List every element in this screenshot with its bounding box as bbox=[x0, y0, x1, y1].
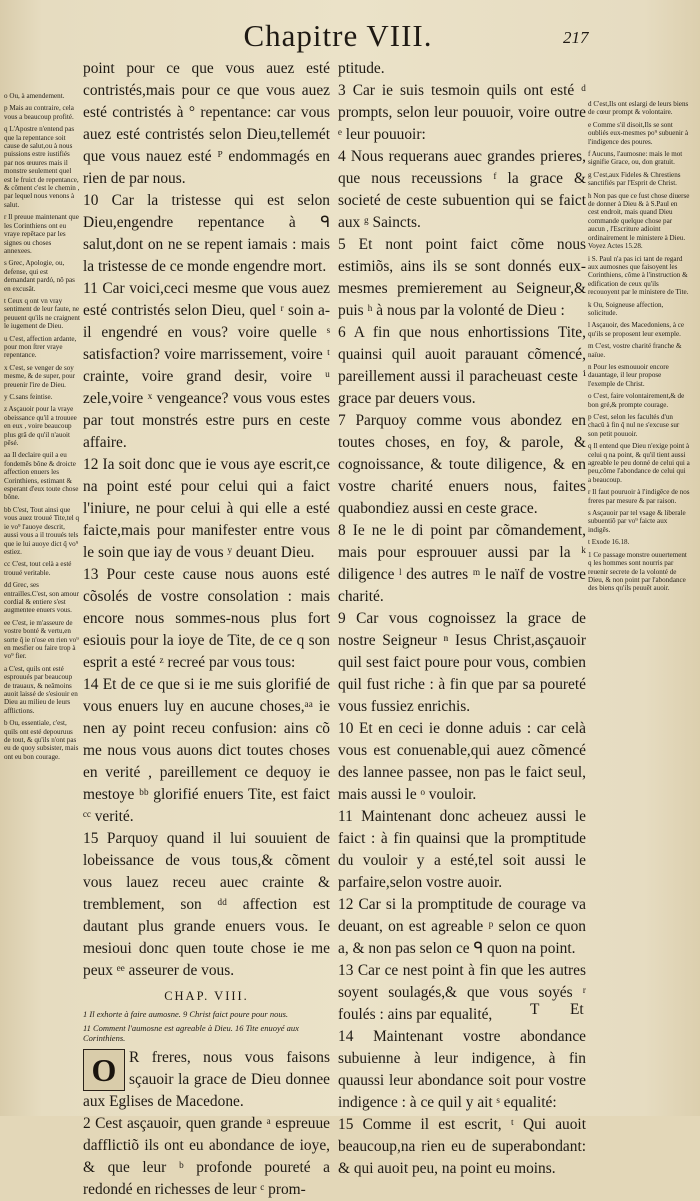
margin-note: t Exode 16.18. bbox=[588, 538, 630, 547]
chapter-heading: CHAP. VIII. bbox=[164, 989, 249, 1003]
margin-note: o Ou, à amendement. bbox=[4, 92, 65, 100]
verse-paragraph: 15 Comme il est escrit, ᵗ Qui auoit beaucoup,na rien eu de superabondant: & qui auoit peu, na point eu moins. bbox=[338, 1116, 586, 1177]
opening-text: R freres, nous vous faisons sçauoir la grace de Dieu donnee aux Eglises de Macedone. bbox=[83, 1049, 330, 1110]
page-number: 217 bbox=[563, 28, 589, 47]
margin-note: dd Grec, ses entrailles.C'est, son amour cordial & entiere s'est augmentee enuers vous. bbox=[4, 581, 79, 615]
verse-paragraph: 11 Car voici,ceci mesme que vous auez esté contristés selon Dieu, quel ʳ soin a-il engendré en vous? voire quelle ˢ satisfaction? voire marrissement, voire ᵗ crainte, voire grand desir, voire ᵘ zele,voire ˣ vengeance? vous vous estes par tout monstrés estre purs en ceste affaire. bbox=[83, 280, 330, 451]
margin-note: l Asçauoir, des Macedoniens, à ce qu'ils se proposent leur exemple. bbox=[588, 321, 685, 338]
margin-note: f Aucuns, l'aumosne: mais le mot signifie Grace, ou, don gratuit. bbox=[588, 150, 683, 167]
margin-note: ee C'est, ie m'asseure de vostre bonté & vertu,en sorte q̃ ie n'ose en rien vo⁹ en mesfier ou faire trop à vo⁹ fier. bbox=[4, 618, 79, 661]
margin-note: z Asçauoir pour la vraye obeissance qu'il a trouuee en eux , voire beaucoup plus grã de qu'il n'auoit pẽsé. bbox=[4, 405, 77, 448]
right-margin-notes bbox=[588, 100, 690, 597]
margin-note: r Il preuue maintenant que les Corinthiens ont eu vraye repētace par les signes ou choses annexees. bbox=[4, 213, 79, 255]
margin-note: y C.sans feintise. bbox=[4, 393, 53, 401]
catchword: Et bbox=[570, 1001, 584, 1018]
margin-note: aa Il declaire quil a eu fondemēs bõne & droicte affection enuers les Corinthiens, estimant & esperant d'eux toute chose bõne. bbox=[4, 451, 79, 502]
chapter-summary-line: 11 Comment l'aumosne est agreable à Dieu. 16 Tite enuoyé aux Corinthiens. bbox=[83, 1023, 299, 1043]
margin-note: q L'Apostre n'entend pas que la repentance soit cause de salut,ou à nous puissions estre iustifiés par nos œuures mais il monstre seulement quel est le fruict de repentance, & cõment c'est le chemin , par lequel nous venons à salut. bbox=[4, 125, 80, 209]
margin-note: n Pour les esmouuoir encore dauantage, il leur propose l'exemple de Christ. bbox=[588, 362, 669, 388]
verse-paragraph: 7 Parquoy comme vous abondez en toutes choses, en foy, & parole, & cognoissance, & toute diligence, & en vostre charité enuers nous, faites quabondiez aussi en ceste grace. bbox=[338, 412, 586, 517]
verse-paragraph: 2 Cest asçauoir, quen grande ᵃ espreuue dafflictiõ ils ont eu abondance de ioye, & que leur ᵇ profonde poureté a redondé en richesses de leur ᶜ prom- bbox=[83, 1115, 330, 1198]
margin-note: s Grec, Apologie, ou, defense, qui est demandant pardó, nō pas en excusât. bbox=[4, 259, 75, 293]
margin-note: d C'est,Ils ont eslargi de leurs biens de cœur prompt & volontaire. bbox=[588, 100, 689, 117]
catchword-letter: T bbox=[530, 1001, 540, 1018]
opening-paragraph bbox=[83, 1047, 330, 1113]
margin-note: cc C'est, tout celà a esté trouué veritable. bbox=[4, 560, 72, 577]
margin-note: b Ou, essentiale, c'est, quils ont esté depouruus de tout, & qu'ils n'ont pas eu de quoy subsister, mais ont eu bon courage. bbox=[4, 719, 79, 761]
margin-note: p C'est, selon les facultés d'un chacũ à fin q̃ nul ne s'excuse sur son petit pouuoir. bbox=[588, 413, 680, 438]
verse-paragraph: 13 Pour ceste cause nous auons esté cõsolés de vostre consolation : mais encore nous sommes-nous plus fort esiouis pour la ioye de Tite, de ce q son esprit a esté ᶻ recreé par vous tous: bbox=[83, 566, 330, 671]
left-text-column bbox=[83, 58, 330, 1201]
margin-note: bb C'est, Tout ainsi que vous auez trouué Tite,tel q ie vo⁹ l'auoye descrit, aussi vous a il trouués tels que ie lui auoye dict q̃ vo⁹ estiez. bbox=[4, 505, 80, 556]
margin-note: s Asçauoir par tel vsage & liberale subuentiō par vo⁹ faicte aux indigēs. bbox=[588, 509, 686, 534]
verse-paragraph: 9 Car vous cognoissez la grace de nostre Seigneur ⁿ Iesus Christ,asçauoir quil sest faict poure pour vous, combien quil fust riche : à fin que par sa poureté vous fussiez enrichis. bbox=[338, 610, 586, 715]
verse-paragraph: 12 Ia soit donc que ie vous aye escrit,ce na point esté pour celui qui a faict l'iniure, ne pour celui à qui elle a esté faicte,mais pour manifester entre vous le soin que iay de vous ʸ deuant Dieu. bbox=[83, 456, 330, 561]
verse-paragraph: point pour ce que vous auez esté contristés,mais pour ce que vous auez esté contristés à ° repentance: car vous auez esté contristés selon Dieu,tellemét que vous nauez esté ᴾ endommagés en rien de par nous. bbox=[83, 60, 330, 187]
verse-paragraph: 14 Maintenant vostre abondance subuienne à leur indigence, à fin quaussi leur abondance soit pour vostre indigence : à ce quil y ait ˢ equalité: bbox=[338, 1028, 586, 1111]
verse-paragraph: 10 Et en ceci ie donne aduis : car celà vous est conuenable,qui auez cõmencé des lannee passee, non pas le faict seul, mais aussi le ᵒ vouloir. bbox=[338, 720, 586, 803]
drop-cap: O bbox=[83, 1049, 125, 1091]
margin-note: o C'est, faire volontairement,& de bon gré,& prompte courage. bbox=[588, 392, 685, 409]
verse-paragraph: 3 Car ie suis tesmoin quils ont esté ᵈ prompts, selon leur pouuoir, voire outre ᵉ leur pouuoir: bbox=[338, 82, 586, 143]
verse-paragraph: 10 Car la tristesse qui est selon Dieu,engendre repentance à ᑫ salut,dont on ne se repent iamais : mais la tristesse de ce monde engendre mort. bbox=[83, 192, 330, 275]
verse-paragraph: ptitude. bbox=[338, 60, 385, 77]
margin-note: x C'est, se venger de soy mesme, & de super, pour preuenir l'ire de Dieu. bbox=[4, 363, 76, 389]
margin-note: m C'est, vostre charité franche & naïue. bbox=[588, 342, 682, 359]
margin-note: k Ou, Soigneuse affection, solicitude. bbox=[588, 300, 664, 317]
margin-note: e Comme s'il disoit,Ils se sont oubliés eux-mesmes po⁹ subuenir à l'indigence des poures. bbox=[588, 120, 689, 146]
margin-note: g C'est,aux Fideles & Chrestiens sanctifiés par l'Esprit de Christ. bbox=[588, 170, 681, 188]
verse-paragraph: 11 Maintenant donc acheuez aussi le faict : à fin quainsi que la promptitude du vouloir y a esté,tel soit aussi le parfaire,selon vostre auoir. bbox=[338, 808, 586, 891]
margin-note: q Il entend que Dieu n'exige point à celui q na point, & qu'il tient aussi agreable le peu donné de celui qui a peu,cõme l'abondance de celui qui a beaucoup. bbox=[588, 442, 690, 484]
chapter-summary-line: 1 Il exhorte à faire aumosne. 9 Christ faict poure pour nous. bbox=[83, 1009, 289, 1019]
page-title: Chapitre VIII. bbox=[243, 18, 433, 53]
margin-note: r Il faut pouruoir à l'indigēce de nos freres par mesure & par raison. bbox=[588, 488, 690, 505]
margin-note: h Non pas que ce fust chose diuerse de donner à Dieu & à S.Paul en cest endroit, mais quand Dieu commande quelque chose par aucun , l'Escriture adioint ordinairement le ministere à Dieu. Voyez Actes 15.28. bbox=[588, 191, 690, 251]
left-margin-notes bbox=[4, 92, 80, 765]
verse-paragraph: 12 Car si la promptitude de courage va deuant, on est agreable ᵖ selon ce quon a, & non pas selon ce ᑫ quon na point. bbox=[338, 896, 586, 957]
verse-paragraph: 4 Nous requerans auec grandes prieres, que nous receussions ᶠ la grace & societé de ceste subuention qui se faict aux ᵍ Saincts. bbox=[338, 148, 586, 231]
margin-note: 1 Ce passage monstre ouuertement q les hommes sont nourris par reuenir secrete de la volonté de Dieu, & non point par l'abondance des biens qu'ils peuuēt auoir. bbox=[588, 550, 687, 593]
margin-note: a C'est, quils ont esté esprouués par beaucoup de trauaux, & neãmoins auoit laissé de s'esiouir en Dieu au milieu de leurs afflictions. bbox=[4, 664, 78, 715]
verse-paragraph: 8 Ie ne le di point par cõmandement, mais pour esprouuer aussi par la ᵏ diligence ˡ des autres ᵐ le naïf de vostre charité. bbox=[338, 522, 586, 605]
margin-note: p Mais au contraire, cela vous a beaucoup profité. bbox=[4, 104, 74, 121]
right-text-column bbox=[338, 58, 586, 1180]
margin-note: t Ceux q ont vn vray sentiment de leur faute, ne peuuent qu'ils ne craignent le iugement de Dieu. bbox=[4, 296, 80, 331]
verse-paragraph: 5 Et nont point faict cõme nous estimiõs, ains ils se sont donnés eux-mesmes premierement au Seigneur,& puis ʰ à nous par la volonté de Dieu : bbox=[338, 236, 586, 319]
verse-paragraph: 13 Car ce nest point à fin que les autres soyent soulagés,& que vous soyés ʳ foulés : ains par equalité, bbox=[338, 962, 586, 1023]
verse-paragraph: 15 Parquoy quand il lui souuient de lobeissance de vous tous,& cõment vous lauez receu auec crainte & tremblement, son ᵈᵈ affection est dautant plus grande enuers vous. Ie mesioui donc quen toute chose ie me peux ᵉᵉ asseurer de vous. bbox=[83, 830, 330, 979]
margin-note: u C'est, affection ardante, pour mon ſtrer vraye repentance. bbox=[4, 334, 77, 360]
margin-note: i S. Paul n'a pas ici tant de regard aux aumosnes que faisoyent les Corinthiens, cõme à l'instruction & edification de ceux qu'ils recouoyent par le ministere de Tite. bbox=[588, 254, 689, 297]
verse-paragraph: 14 Et de ce que si ie me suis glorifié de vous enuers luy en aucune choses,ᵃᵃ ie nen ay point receu confusion: ains cõ me nous vous auons dict toutes choses en verité , pareillement ce dequoy ie mestoye ᵇᵇ glorifié enuers Tite, est faict ᶜᶜ verité. bbox=[83, 676, 330, 825]
verse-paragraph: 6 A fin que nous enhortissions Tite, quainsi quil auoit parauant cõmencé, pareillement aussi il paracheuast ceste ⁱ grace par deuers vous. bbox=[338, 324, 586, 407]
